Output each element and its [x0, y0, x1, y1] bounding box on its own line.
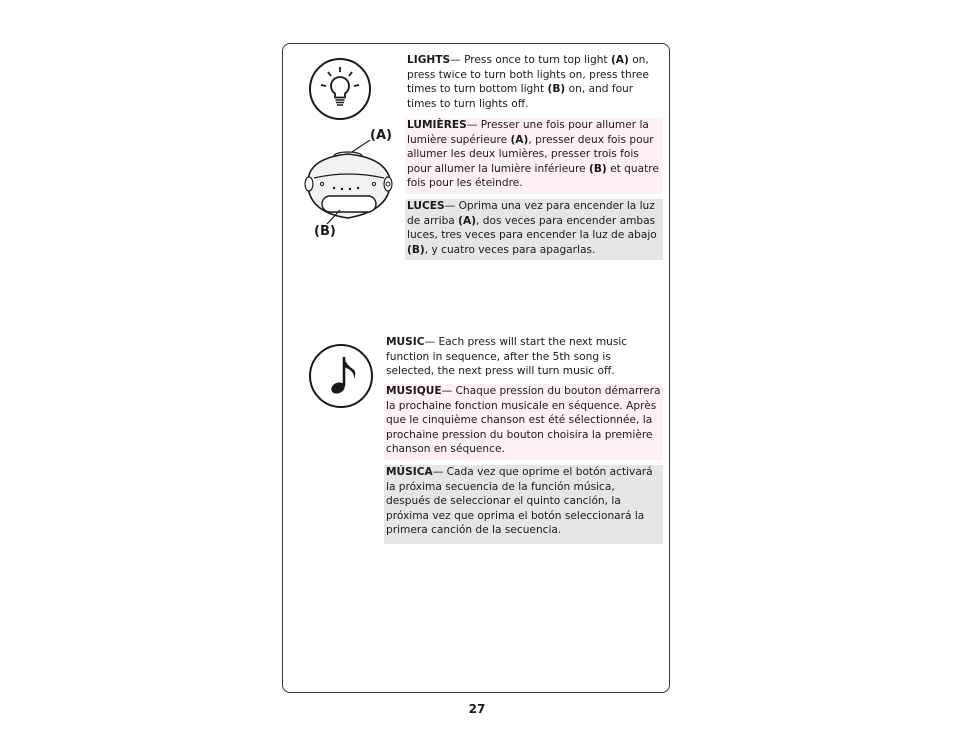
- lights-en-b: (B): [547, 83, 566, 96]
- callout-a: (A): [370, 128, 392, 143]
- music-en-text: — Each press will start the next music function in sequence, after the 5th song is selected, the next press will turn music off.: [386, 336, 628, 378]
- lights-es: [405, 199, 663, 260]
- lights-fr-text-2: , presser deux fois pour allumer les deux lumières, presser trois fois pour allumer la lumière inférieure: [407, 133, 654, 175]
- callout-b: (B): [314, 224, 336, 239]
- lights-en-a: (A): [610, 54, 629, 66]
- lights-es-title: LUCES: [407, 200, 445, 212]
- music-en: [384, 335, 637, 382]
- music-es-text: — Cada vez que oprime el botón activará la próxima secuencia de la función música, después de seleccionar el quinto canción, la próxima vez que oprima el botón seleccionará la primera canción de la secuencia.: [386, 466, 653, 537]
- lights-es-text-1: — Oprima una vez para encender la luz de arriba: [407, 200, 655, 227]
- music-en-title: MUSIC: [386, 336, 425, 348]
- music-note-icon: [308, 343, 374, 409]
- lights-es-text-3: , y cuatro veces para apagarlas.: [424, 243, 596, 256]
- lightbulb-icon: [308, 57, 372, 121]
- lights-es-b: (B): [407, 243, 425, 256]
- lights-fr: [405, 118, 663, 194]
- music-fr-text: — Chaque pression du bouton démarrera la prochaine fonction musicale en séquence. Après que le cinquième chanson est été sélectionnée, la prochaine pression du bouton choisira la première chanson en séquence.: [386, 385, 661, 456]
- lights-fr-b: (B): [589, 162, 607, 175]
- page-number: 27: [468, 702, 486, 716]
- lights-fr-text-1: — Presser une fois pour allumer la lumière supérieure: [407, 119, 649, 146]
- lights-en: [405, 53, 663, 114]
- device-illustration: [300, 140, 400, 230]
- lights-fr-a: (A): [510, 133, 529, 146]
- lights-fr-text-3: et quatre fois pour les éteindre.: [407, 162, 659, 190]
- music-es-title: MÚSICA: [386, 466, 433, 478]
- lights-en-text-2: on, press twice to turn both lights on, press three times to turn bottom light: [407, 54, 649, 96]
- lights-es-text-2: , dos veces para encender ambas luces, tres veces para encender la luz de abajo: [407, 214, 657, 242]
- lights-fr-title: LUMIÈRES: [407, 119, 467, 131]
- music-fr-title: MUSIQUE: [386, 385, 442, 397]
- lights-es-a: (A): [458, 214, 477, 227]
- lights-en-title: LIGHTS: [407, 54, 451, 66]
- music-es: [384, 465, 663, 544]
- lights-en-text-3: on, and four times to turn lights off.: [407, 83, 634, 110]
- music-fr: [384, 384, 663, 460]
- lights-en-text-1: — Press once to turn top light: [450, 54, 611, 66]
